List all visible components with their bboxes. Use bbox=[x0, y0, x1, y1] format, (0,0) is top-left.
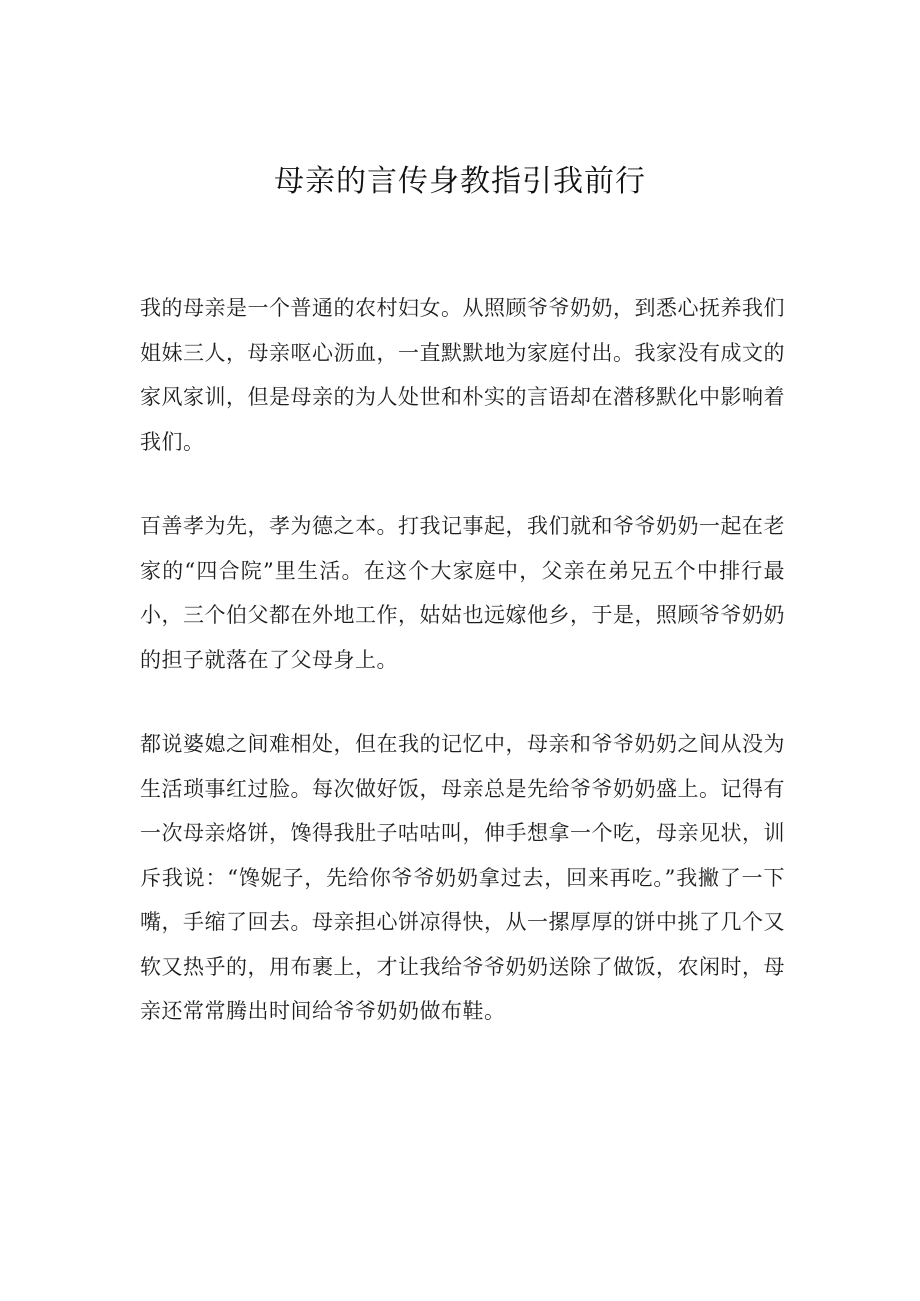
document-title: 母亲的言传身教指引我前行 bbox=[274, 164, 646, 199]
document-body bbox=[140, 286, 785, 1034]
paragraph: 我的母亲是一个普通的农村妇女。从照顾爷爷奶奶，到悉心抚养我们姐妹三人，母亲呕心沥血，一直默默地为家庭付出。我家没有成文的家风家训，但是母亲的为人处世和朴实的言语却在潜移默化中影响着我们。 bbox=[140, 296, 785, 454]
paragraph: 都说婆媳之间难相处，但在我的记忆中，母亲和爷爷奶奶之间从没为生活琐事红过脸。每次做好饭，母亲总是先给爷爷奶奶盛上。记得有一次母亲烙饼，馋得我肚子咕咕叫，伸手想拿一个吃，母亲见状，训斥我说：“馋妮子，先给你爷爷奶奶拿过去，回来再吃。”我撇了一下嘴，手缩了回去。母亲担心饼凉得快，从一摞厚厚的饼中挑了几个又软又热乎的，用布裹上，才让我给爷爷奶奶送除了做饭，农闲时，母亲还常常腾出时间给爷爷奶奶做布鞋。 bbox=[140, 732, 785, 1023]
paragraph: 百善孝为先，孝为德之本。打我记事起，我们就和爷爷奶奶一起在老家的“四合院”里生活。在这个大家庭中，父亲在弟兄五个中排行最小，三个伯父都在外地工作，姑姑也远嫁他乡，于是，照顾爷爷奶奶的担子就落在了父母身上。 bbox=[140, 514, 785, 672]
